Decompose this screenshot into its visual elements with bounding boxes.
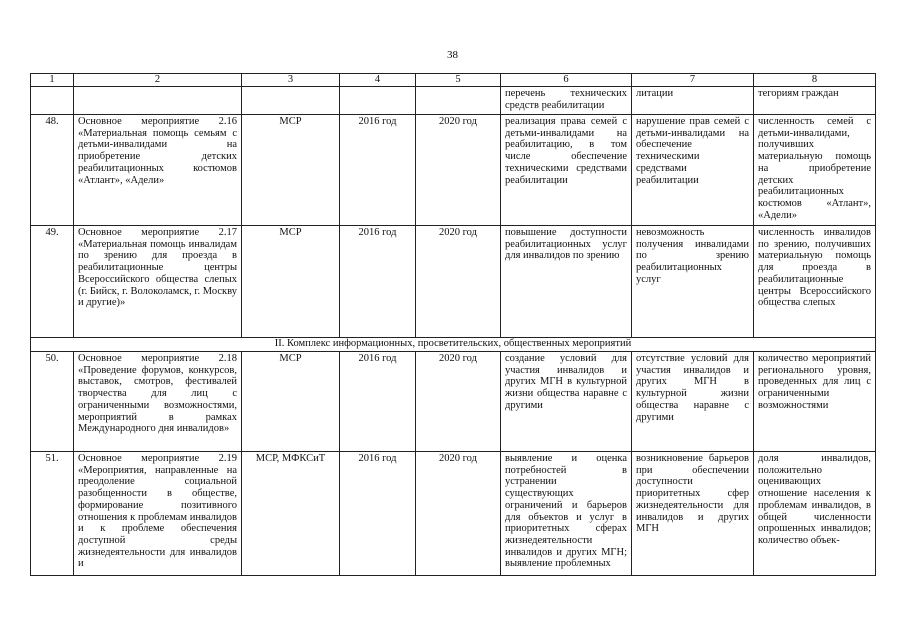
table-row	[31, 226, 876, 338]
start-year: 2016 год	[340, 352, 416, 452]
start-year: 2016 год	[340, 452, 416, 576]
non-implementation-consequence: отсутствие условий для участия инвалидов и других МГН в культурной жизни общества наравне с другими	[632, 352, 754, 452]
row-number: 48.	[31, 115, 74, 226]
column-number: 4	[340, 74, 416, 87]
column-number: 8	[754, 74, 876, 87]
column-number: 1	[31, 74, 74, 87]
executor: МСР	[242, 352, 340, 452]
expected-result: выявление и оценка потребностей в устранении существующих ограничений и барьеров для объектов и услуг в приоритетных сферах жизнедеятельности инвалидов и других МГН; выявление проблемных	[501, 452, 632, 576]
measure-name: Основное мероприятие 2.17 «Материальная помощь инвалидам по зрению для проезда в реабилитационные центры Всероссийского общества слепых (г. Бийск, г. Волоколамск, г. Москву и другие)»	[74, 226, 242, 338]
continuation-indicator: тегориям граждан	[754, 87, 876, 115]
section-title: II. Комплекс информационных, просветительских, общественных мероприятий	[31, 338, 876, 352]
column-number: 7	[632, 74, 754, 87]
column-number: 3	[242, 74, 340, 87]
non-implementation-consequence: невозможность получения инвалидами по зрению реабилитационных услуг	[632, 226, 754, 338]
measure-name: Основное мероприятие 2.18 «Проведение форумов, конкурсов, выставок, смотров, фестивалей творчества для лиц с ограниченными возможностями, мероприятий в рамках Международного дня инвалидов»	[74, 352, 242, 452]
row-number: 49.	[31, 226, 74, 338]
measure-name: Основное мероприятие 2.19 «Мероприятия, направленные на преодоление социальной разобщенности в обществе, формирование позитивного отношения к проблемам инвалидов и к проблеме обеспечения доступной среды жизнедеятельности для инвалидов и	[74, 452, 242, 576]
end-year: 2020 год	[416, 452, 501, 576]
column-number-row	[31, 74, 876, 87]
end-year: 2020 год	[416, 226, 501, 338]
executor: МСР	[242, 226, 340, 338]
end-year: 2020 год	[416, 352, 501, 452]
row-number: 51.	[31, 452, 74, 576]
indicator: численность семей с детьми-инвалидами, получивших материальную помощь на приобретение детских реабилитационных костюмов «Атлант», «Адели»	[754, 115, 876, 226]
continuation-result: перечень технических средств реабилитации	[501, 87, 632, 115]
column-number: 5	[416, 74, 501, 87]
section-header-row	[31, 338, 876, 352]
start-year: 2016 год	[340, 115, 416, 226]
column-number: 6	[501, 74, 632, 87]
table-row	[31, 115, 876, 226]
continuation-consequence: литации	[632, 87, 754, 115]
row-number: 50.	[31, 352, 74, 452]
indicator: численность инвалидов по зрению, получивших материальную помощь для проезда в реабилитационные центры Всероссийского общества слепых	[754, 226, 876, 338]
table-row	[31, 452, 876, 576]
non-implementation-consequence: нарушение прав семей с детьми-инвалидами на обеспечение техническими средствами реабилитации	[632, 115, 754, 226]
page-number: 38	[447, 49, 458, 61]
end-year: 2020 год	[416, 115, 501, 226]
executor: МСР, МФКСиТ	[242, 452, 340, 576]
expected-result: повышение доступности реабилитационных услуг для инвалидов по зрению	[501, 226, 632, 338]
non-implementation-consequence: возникновение барьеров при обеспечении доступности приоритетных сфер жизнедеятельности для инвалидов и других МГН	[632, 452, 754, 576]
measure-name: Основное мероприятие 2.16 «Материальная помощь семьям с детьми-инвалидами на приобретение детских реабилитационных костюмов «Атлант», «Адели»	[74, 115, 242, 226]
indicator: количество мероприятий регионального уровня, проведенных для лиц с ограниченными возможностями	[754, 352, 876, 452]
expected-result: создание условий для участия инвалидов и других МГН в культурной жизни общества наравне с другими	[501, 352, 632, 452]
executor: МСР	[242, 115, 340, 226]
measures-table	[30, 73, 876, 576]
start-year: 2016 год	[340, 226, 416, 338]
expected-result: реализация права семей с детьми-инвалидами на реабилитацию, в том числе обеспечение техническими средствами реабилитации	[501, 115, 632, 226]
table-row	[31, 352, 876, 452]
indicator: доля инвалидов, положительно оценивающих отношение населения к проблемам инвалидов, в общей численности опрошенных инвалидов; количество объек-	[754, 452, 876, 576]
continuation-row	[31, 87, 876, 115]
column-number: 2	[74, 74, 242, 87]
